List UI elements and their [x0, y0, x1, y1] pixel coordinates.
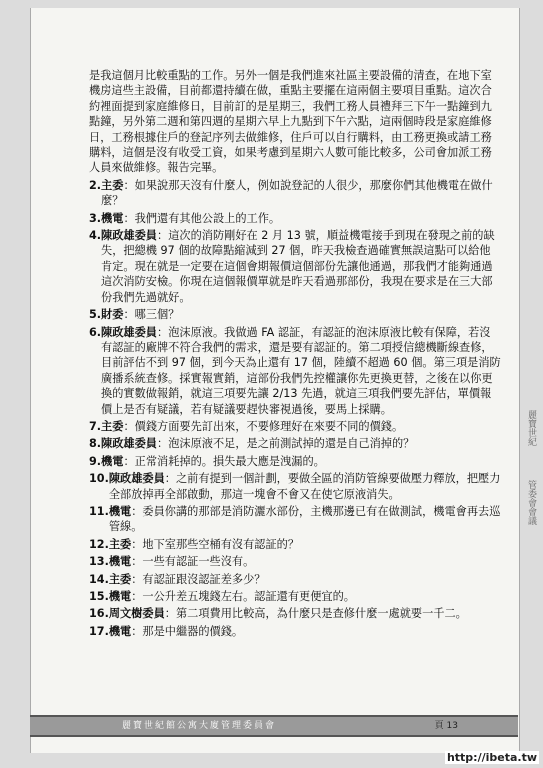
speaker-name: 主委 — [108, 537, 132, 551]
item-text: 一些有認証一些沒有。 — [142, 555, 255, 569]
minutes-item — [89, 504, 501, 535]
item-number: 6. — [89, 325, 102, 339]
item-text: 之前有提到一個計劃，要做全區的消防管線要做壓力釋放，把壓力全部放掉再全部啟動，那這一塊會不會又在使它原液消失。 — [108, 472, 501, 501]
speaker-colon: ： — [123, 178, 135, 192]
item-text: 我們還有其他公設上的工作。 — [134, 211, 281, 225]
item-text: 第二項費用比較高，為什麼只是查修什麼一處就要一千二。 — [175, 607, 467, 621]
minutes-item — [89, 589, 501, 604]
speaker-colon: ： — [131, 572, 143, 586]
speaker-colon: ： — [131, 504, 143, 518]
minutes-item — [89, 537, 501, 552]
speaker-colon: ： — [123, 308, 135, 322]
item-body — [109, 589, 501, 604]
minutes-item — [89, 325, 501, 417]
speaker-name: 機電 — [108, 555, 132, 569]
item-number: 3. — [89, 211, 102, 225]
item-number: 15. — [89, 590, 109, 603]
item-text: 泡沫原液。我做過 FA 認証，有認証的泡沫原液比較有保障，若沒有認証的廠牌不符合我們的需求，還是要有認証的。第二項授信總機斷線查修，目前評估不到 97 個，到今天為止還有 17 個，陸續不超過 60 個。第三項是消防廣播系統查修。採實報實銷，這部份我們先控權讓你先更換更替，之後在以你更換的實數做報銷，就這三項要先讓 2/13 先過，就這三項我們要先評估，單價報價上是否有疑議，若有疑議要趕快審視過後，要馬上採購。 — [101, 325, 501, 416]
speaker-name: 機電 — [108, 590, 132, 603]
item-text: 那是中繼器的價錢。 — [142, 624, 244, 638]
speaker-name: 主委 — [101, 419, 124, 433]
item-number: 8. — [89, 437, 102, 451]
item-text: 有認証跟沒認証差多少？ — [142, 572, 266, 586]
side-tab-1: 麗寶世紀 — [526, 410, 536, 446]
speaker-colon: ： — [131, 555, 143, 569]
item-number: 4. — [89, 229, 102, 243]
minutes-item — [89, 454, 501, 469]
minutes-item — [89, 228, 501, 305]
item-number: 7. — [89, 419, 102, 433]
item-body — [101, 436, 501, 451]
speaker-name: 機電 — [108, 504, 132, 518]
speaker-name: 機電 — [101, 454, 124, 468]
page-number: 頁 13 — [434, 721, 458, 731]
item-text: 如果說那天沒有什麼人，例如說登記的人很少，那麼你們其他機電在做什麼？ — [101, 178, 493, 208]
item-body — [101, 419, 501, 434]
speaker-name: 主委 — [101, 178, 124, 192]
speaker-colon: ： — [131, 537, 143, 551]
speaker-name: 機電 — [108, 624, 132, 638]
speaker-colon: ： — [164, 472, 176, 486]
item-number: 13. — [89, 555, 109, 569]
item-body — [109, 471, 501, 502]
speaker-colon: ： — [131, 590, 143, 603]
item-text: 哪三個？ — [134, 308, 180, 322]
minutes-item — [89, 624, 501, 639]
page-footer — [30, 715, 518, 737]
item-body — [109, 606, 501, 621]
minutes-item — [89, 419, 501, 434]
item-number: 10. — [89, 472, 109, 486]
speaker-name: 周文樹委員 — [108, 607, 165, 621]
minutes-item — [89, 471, 501, 502]
watermark: http://ibeta.tw — [446, 751, 537, 764]
speaker-colon: ： — [157, 229, 169, 243]
speaker-colon: ： — [123, 211, 135, 225]
minutes-item — [89, 572, 501, 587]
item-body — [101, 307, 501, 322]
item-number: 11. — [89, 504, 109, 518]
item-text: 這次的消防剛好在 2 月 13 號，順益機電接手到現在發現之前的缺失，把總機 97 個的故障點縮減到 27 個，昨天我檢查過確實無誤這點可以給他肯定。現在就是一定要在這個會期報價這個部份先讓他通過，那我們才能夠通過這次消防安檢。你現在這個報價單就是昨天看過那部份，我現在要求是在三大部份我們先過就好。 — [101, 229, 495, 304]
minutes-item — [89, 606, 501, 621]
item-text: 正常消耗掉的。損失最大應是洩漏的。 — [134, 454, 325, 468]
item-body — [101, 211, 501, 226]
item-body — [101, 228, 501, 305]
item-body — [109, 624, 501, 639]
minutes-item — [89, 211, 501, 226]
speaker-name: 陳政雄委員 — [108, 472, 165, 486]
speaker-colon: ： — [123, 454, 135, 468]
speaker-colon: ： — [157, 325, 169, 339]
speaker-colon: ： — [131, 624, 143, 638]
item-number: 12. — [89, 537, 109, 551]
item-number: 17. — [89, 624, 109, 638]
side-tab-2: 管委會會議 — [526, 480, 536, 525]
speaker-colon: ： — [157, 437, 169, 451]
item-body — [101, 454, 501, 469]
item-body — [101, 325, 501, 417]
intro-paragraph: 是我這個月比較重點的工作。另外一個是我們進來社區主要設備的清查，在地下室機房這些主設備，目前都還持續在做，重點主要擺在這兩個主要項目重點。這次合約裡面提到家庭維修日，目前訂的是星期三，我們工務人員禮拜三下午一點鐘到九點鐘，另外第二週和第四週的星期六早上九點到下午六點，這兩個時段是家庭維修日，工務根據住戶的登記序列去做維修，住戶可以自行購料，由工務更換或請工務購料，這個是沒有收受工資，如果考慮到星期六人數可能比較多，公司會加派工務人員來做維修。報告完畢。 — [89, 69, 492, 175]
minutes-item — [89, 554, 501, 569]
minutes-item — [89, 178, 501, 209]
speaker-colon: ： — [164, 607, 176, 621]
item-body — [109, 504, 501, 535]
speaker-name: 財委 — [101, 308, 124, 322]
item-number: 2. — [89, 178, 102, 192]
footer-title: 麗寶世紀館公寓大廈管理委員會 — [122, 721, 277, 731]
item-text: 價錢方面要先訂出來，不要修理好在來要不同的價錢。 — [134, 419, 404, 433]
document-page — [30, 8, 520, 753]
item-text: 委員你講的那部是消防灑水部份，主機那邊已有在做測試，機電會再去巡管線。 — [108, 504, 501, 534]
minutes-item — [89, 436, 501, 451]
item-body — [109, 554, 501, 569]
item-text: 一公升差五塊錢左右。認証還有更便宜的。 — [142, 590, 355, 603]
item-body — [109, 537, 501, 552]
speaker-colon: ： — [123, 419, 135, 433]
item-number: 9. — [89, 454, 102, 468]
item-body — [109, 572, 501, 587]
item-number: 5. — [89, 308, 102, 322]
speaker-name: 陳政雄委員 — [101, 325, 157, 339]
minutes-item — [89, 307, 501, 322]
item-text: 泡沫原液不足，是之前測試掉的還是自己消掉的？ — [168, 437, 415, 451]
speaker-name: 機電 — [101, 211, 124, 225]
item-number: 16. — [89, 607, 109, 621]
speaker-name: 陳政雄委員 — [101, 437, 157, 451]
item-text: 地下室那些空桶有沒有認証的？ — [142, 537, 300, 551]
item-body — [101, 178, 501, 209]
speaker-name: 主委 — [108, 572, 132, 586]
speaker-name: 陳政雄委員 — [101, 229, 157, 243]
minutes-content — [89, 68, 501, 641]
item-number: 14. — [89, 572, 109, 586]
